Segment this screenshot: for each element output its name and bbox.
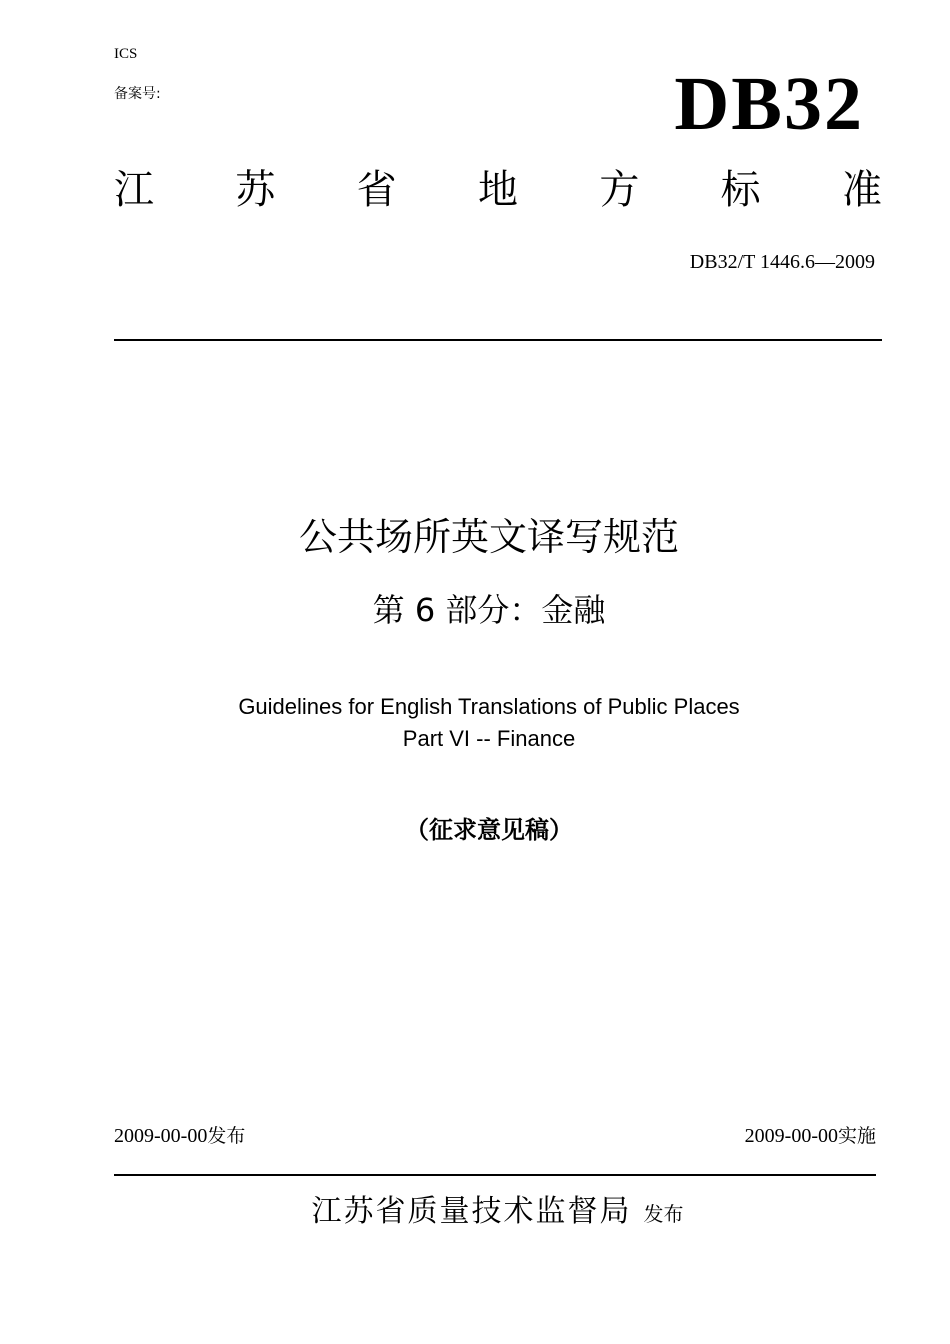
standard-type-char: 江 <box>114 167 154 213</box>
english-title-line-1: Guidelines for English Translations of Public Places <box>238 694 740 719</box>
top-divider <box>114 339 882 341</box>
standard-type-char: 方 <box>599 167 640 213</box>
record-number-label: 备案号: <box>114 86 161 102</box>
standard-type-char: 苏 <box>235 167 276 213</box>
draft-note: （征求意见稿） <box>405 815 573 844</box>
english-title-line-2: Part VI -- Finance <box>402 726 576 751</box>
issue-date-value: 2009-00-00 <box>114 1125 208 1147</box>
standard-type-char: 省 <box>356 167 397 213</box>
implementation-date-label: 实施 <box>837 1125 876 1147</box>
standard-type-char: 标 <box>720 167 761 213</box>
issuing-organization: 江苏省质量技术监督局 <box>311 1194 632 1229</box>
chinese-main-title: 公共场所英文译写规范 <box>298 515 679 559</box>
ics-code: ICS <box>114 46 138 62</box>
chinese-part-title: 第 6 部分：金融 <box>372 591 606 629</box>
standard-type-char: 准 <box>841 167 882 213</box>
issuer-action: 发布 <box>643 1202 684 1226</box>
bottom-divider <box>114 1174 876 1176</box>
standard-number: DB32/T 1446.6—2009 <box>689 251 875 273</box>
issue-date-label: 发布 <box>207 1125 246 1147</box>
issuer-line <box>0 1186 950 1230</box>
issue-date <box>114 1121 245 1148</box>
implementation-date-value: 2009-00-00 <box>744 1125 838 1147</box>
standard-logo: DB32 <box>674 62 864 146</box>
standard-type-heading <box>114 167 882 213</box>
implementation-date <box>745 1121 876 1148</box>
standard-type-char: 地 <box>477 167 518 213</box>
